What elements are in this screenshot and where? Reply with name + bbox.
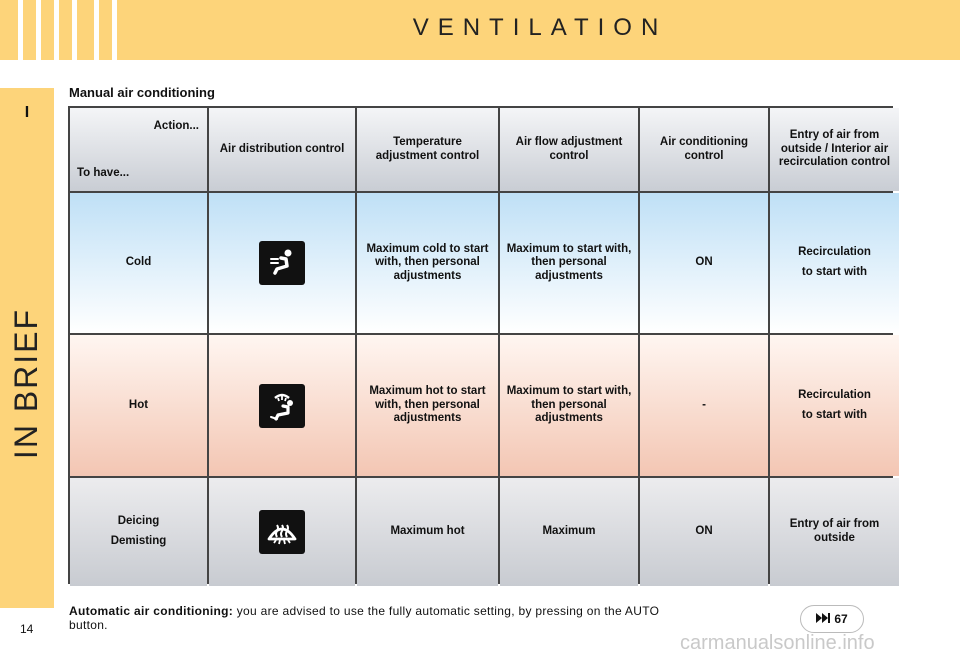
side-label-box [2,303,52,463]
row-cold-air-entry-line2: to start with [801,266,868,278]
row-hot-temperature: Maximum hot to start with, then personal adjustments [357,335,498,476]
row-hot-distribution [209,335,355,476]
stripe [18,0,23,60]
corner-header [70,108,207,191]
row-hot-air-entry-line1: Recirculation [798,388,871,401]
header-band [0,0,960,60]
reference-number: 67 [834,612,848,626]
row-cold-air-flow: Maximum to start with, then personal adjustments [500,193,638,333]
feet-windscreen-vent-icon [259,384,305,428]
row-deicing-air-entry: Entry of air from outside [770,478,899,586]
row-hot-air-entry [770,335,899,476]
stripe [112,0,117,60]
automatic-ac-label: Automatic air conditioning: [69,604,234,618]
corner-to-have: To have... [77,167,130,180]
side-label: IN BRIEF [8,307,45,459]
header-air-entry: Entry of air from outside / Interior air recirculation control [770,108,899,191]
fast-forward-icon [816,612,830,626]
ventilation-table [68,106,893,584]
row-hot-air-conditioning: - [640,335,768,476]
row-deicing-label-line2: Demisting [110,535,167,547]
row-deicing-distribution [209,478,355,586]
row-deicing-label [70,478,207,586]
row-hot-air-flow: Maximum to start with, then personal adjustments [500,335,638,476]
header-stripes [0,0,120,60]
row-cold-temperature: Maximum cold to start with, then personal adjustments [357,193,498,333]
stripe [94,0,99,60]
chapter-mark: I [24,104,30,121]
watermark: carmanualsonline.info [680,632,875,654]
row-cold-distribution [209,193,355,333]
automatic-ac-note [69,604,699,633]
row-cold-label: Cold [70,193,207,333]
face-vent-icon [259,241,305,285]
automatic-ac-text: you are advised to use the fully automatic setting, by pressing on the AUTO button. [69,604,660,633]
section-title: Manual air conditioning [69,85,215,100]
row-deicing-air-flow: Maximum [500,478,638,586]
row-deicing-label-line1: Deicing [117,515,160,528]
header-air-distribution: Air distribution control [209,108,355,191]
row-deicing-air-conditioning: ON [640,478,768,586]
stripe [36,0,41,60]
header-air-conditioning: Air conditioning control [640,108,768,191]
side-band [0,88,54,608]
row-cold-air-conditioning: ON [640,193,768,333]
corner-action: Action... [153,120,199,132]
stripe [54,0,59,60]
row-cold-air-entry-line1: Recirculation [798,246,871,259]
row-deicing-temperature: Maximum hot [357,478,498,586]
page-title: VENTILATION [412,14,668,41]
row-hot-label: Hot [70,335,207,476]
page-reference-link[interactable] [800,605,864,633]
row-cold-air-entry [770,193,899,333]
windscreen-defrost-icon [259,510,305,554]
row-hot-air-entry-line2: to start with [801,408,868,421]
header-temperature: Temperature adjustment control [357,108,498,191]
header-air-flow: Air flow adjustment control [500,108,638,191]
page-number: 14 [20,622,34,636]
stripe [72,0,77,60]
